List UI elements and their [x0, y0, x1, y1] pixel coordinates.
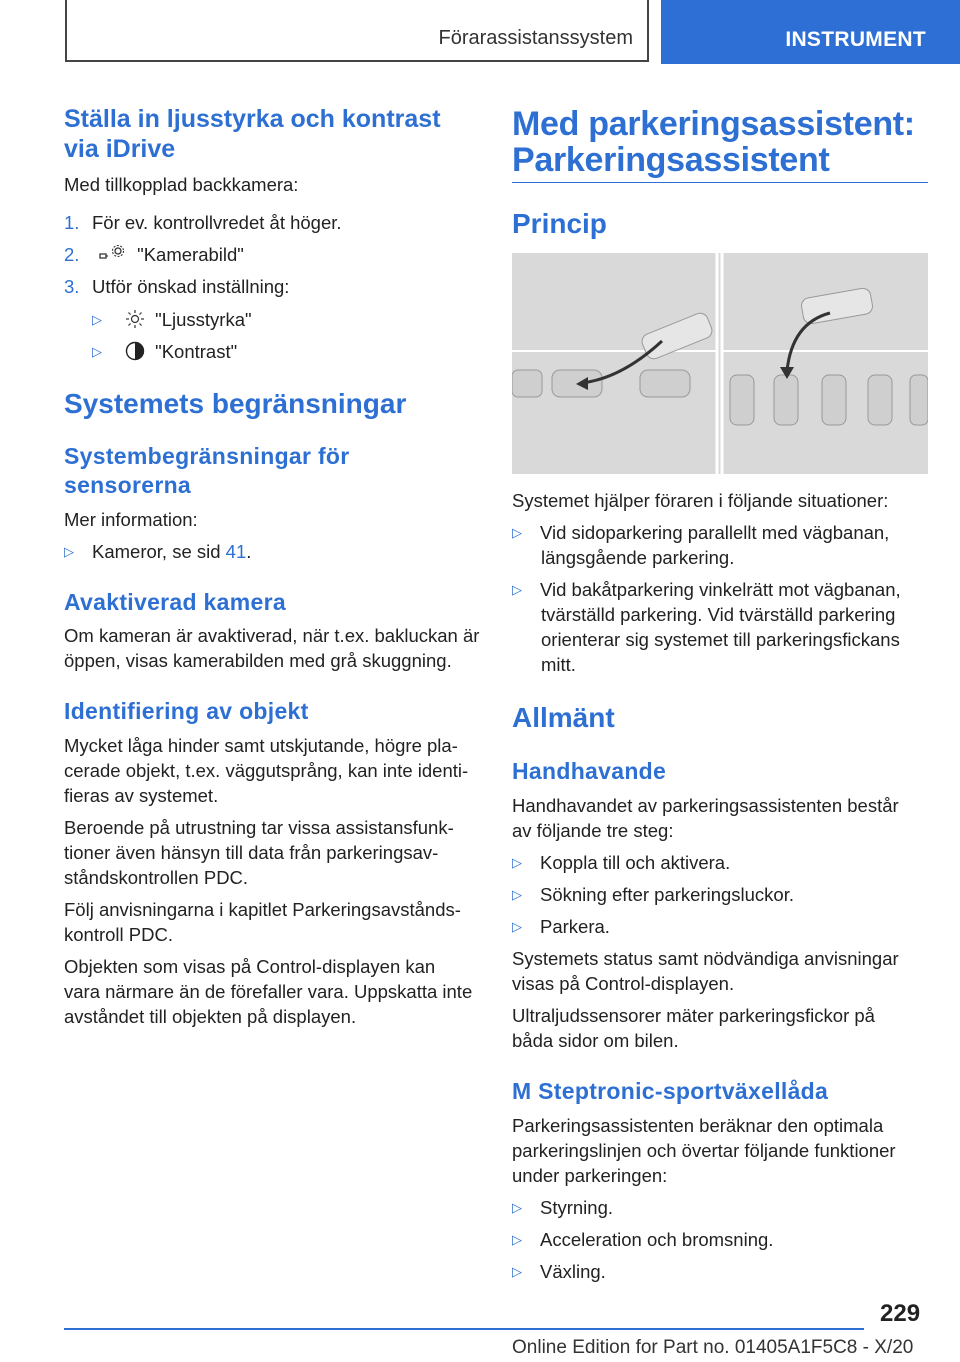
heading-sensor: Systembegränsningar för: [64, 443, 350, 469]
objects-line-2: vara närmare än de förefaller vara. Uppskatta inte: [64, 981, 473, 1002]
bullet-perpendicular: ▷ Vid bakåtparkering vinkelrätt mot vägbanan,: [512, 579, 901, 600]
step-2: 2. "Kamerabild": [64, 242, 244, 270]
step-park: ▷ Parkera.: [512, 916, 610, 937]
deactivated-line-2: öppen, visas kamerabilden med grå skuggning.: [64, 650, 452, 671]
bullet-parallel: ▷ Vid sidoparkering parallellt med vägbanan,: [512, 522, 890, 543]
heading-steptronic: M Steptronic-sportväxellåda: [512, 1078, 829, 1104]
identify-line-3: fieras av systemet.: [64, 785, 219, 806]
page-link-41[interactable]: 41: [225, 541, 247, 562]
equipment-line-1: Beroende på utrustning tar vissa assistansfunk-: [64, 817, 454, 838]
bullet-cameras: ▷ Kameror, se sid 41.: [64, 541, 252, 562]
handling-line-1: Handhavandet av parkeringsassistenten består: [512, 795, 899, 816]
bullet-perpendicular-2: tvärställd parkering. Vid tvärställd parkering: [541, 604, 896, 625]
steptronic-line-3: under parkeringen:: [512, 1165, 668, 1186]
bullet-parallel-2: längsgående parkering.: [541, 547, 735, 568]
ultra-line-1: Ultraljudssensorer mäter parkeringsfickor på: [512, 1005, 875, 1026]
follow-line-1: Följ anvisningarna i kapitlet Parkeringsavstånds-: [64, 899, 461, 920]
heading-handling: Handhavande: [512, 758, 667, 784]
chapter-title: INSTRUMENT: [785, 28, 926, 51]
heading-limits: Systemets begränsningar: [64, 388, 407, 419]
function-gearshift: ▷ Växling.: [512, 1261, 606, 1282]
heading-rule: [512, 182, 928, 183]
steptronic-line-2: parkeringslinjen och övertar följande funktioner: [512, 1140, 896, 1161]
step-3: 3. Utför önskad inställning:: [64, 276, 290, 297]
status-line-2: visas på Control-displayen.: [512, 973, 735, 994]
identify-line-2: cerade objekt, t.ex. väggutsprång, kan inte identi-: [64, 760, 469, 781]
heading-deactivated: Avaktiverad kamera: [64, 589, 286, 615]
parking-illustration: [512, 253, 928, 474]
heading-brightness: Ställa in ljusstyrka och kontrast: [64, 105, 441, 133]
sun-icon: [125, 309, 145, 335]
objects-line-1: Objekten som visas på Control-displayen kan: [64, 956, 436, 977]
bullet-perpendicular-3: orienterar sig systemet till parkeringsfickans: [541, 629, 900, 650]
chapter-tab[interactable]: [661, 0, 960, 64]
camera-settings-icon: [97, 244, 127, 270]
equipment-line-3: ståndskontrollen PDC.: [64, 867, 249, 888]
section-title: Förarassistanssystem: [438, 27, 633, 49]
objects-line-3: avståndet till objekten på displayen.: [64, 1006, 357, 1027]
bullet-perpendicular-4: mitt.: [541, 654, 576, 675]
substep-brightness: ▷ "Ljusstyrka": [92, 307, 252, 335]
step-1: 1. För ev. kontrollvredet åt höger.: [64, 212, 342, 233]
ultra-line-2: båda sidor om bilen.: [512, 1030, 679, 1051]
intro-text: Med tillkopplad backkamera:: [64, 174, 299, 195]
step-activate: ▷ Koppla till och aktivera.: [512, 852, 731, 873]
heading-principle: Princip: [512, 208, 607, 239]
heading-sensor-2: sensorerna: [64, 472, 192, 498]
page-number: 229: [880, 1300, 921, 1327]
handling-line-2: av följande tre steg:: [512, 820, 674, 841]
heading-main-2: Parkeringsassistent: [512, 141, 830, 179]
deactivated-line-1: Om kameran är avaktiverad, när t.ex. bakluckan är: [64, 625, 480, 646]
footer-edition: Online Edition for Part no. 01405A1F5C8 - X/20: [512, 1337, 914, 1358]
helps-text: Systemet hjälper föraren i följande situationer:: [512, 490, 889, 511]
heading-brightness-2: via iDrive: [64, 135, 176, 163]
equipment-line-2: tioner även hänsyn till data från parkeringsav-: [64, 842, 439, 863]
heading-identify: Identifiering av objekt: [64, 698, 309, 724]
substep-contrast: ▷ "Kontrast": [92, 339, 237, 367]
function-acceleration: ▷ Acceleration och bromsning.: [512, 1229, 774, 1250]
section-tab: [65, 0, 649, 62]
heading-main: Med parkeringsassistent:: [512, 105, 915, 143]
step-search: ▷ Sökning efter parkeringsluckor.: [512, 884, 794, 905]
heading-general: Allmänt: [512, 702, 615, 733]
steptronic-line-1: Parkeringsassistenten beräknar den optimala: [512, 1115, 884, 1136]
status-line-1: Systemets status samt nödvändiga anvisningar: [512, 948, 899, 969]
identify-line-1: Mycket låga hinder samt utskjutande, högre pla-: [64, 735, 458, 756]
contrast-icon: [125, 341, 145, 367]
follow-line-2: kontroll PDC.: [64, 924, 173, 945]
function-steering: ▷ Styrning.: [512, 1197, 614, 1218]
footer-rule: [64, 1328, 864, 1330]
more-info: Mer information:: [64, 509, 198, 530]
